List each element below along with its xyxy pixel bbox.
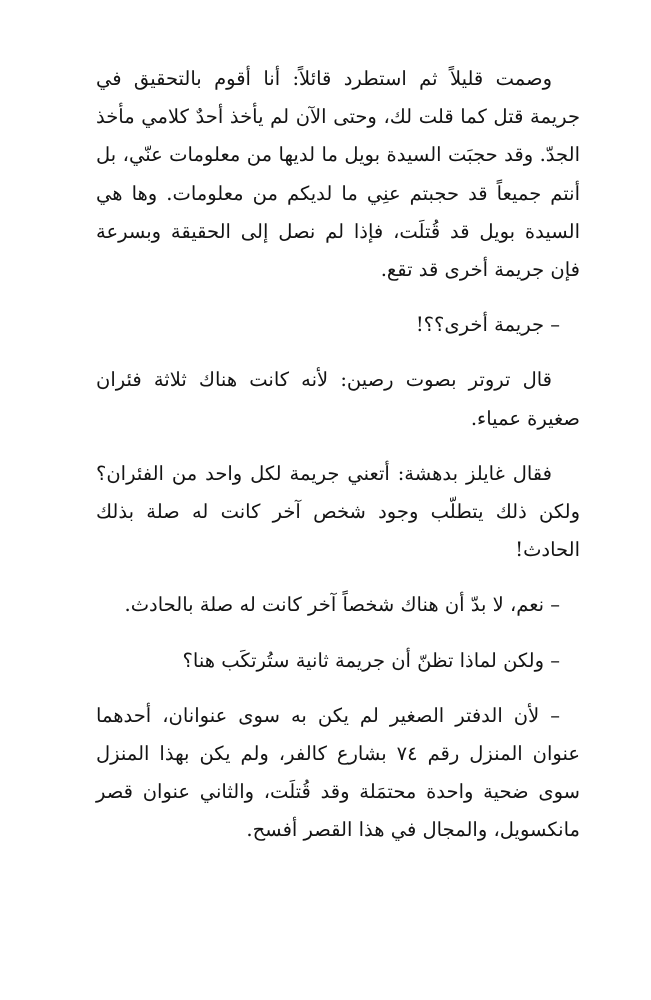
book-page (96, 60, 580, 867)
paragraph-trotter-investigation: وصمت قليلاً ثم استطرد قائلاً: أنا أقوم بالتحقيق في جريمة قتل كما قلت لك، وحتى الآن لم يأخذ أحدٌ كلامي مأخذ الجدّ. وقد حجبَت السيدة بويل ما لديها من معلومات عنّي، بل أنتم جميعاً قد حجبتم عنِي ما لديكم من معلومات. وها هي السيدة بويل قد قُتلَت، فإذا لم نصل إلى الحقيقة وبسرعة فإن جريمة أخرى قد تقع. (96, 67, 580, 282)
paragraph-three-blind-mice: قال تروتر بصوت رصين: لأنه كانت هناك ثلاثة فئران صغيرة عمياء. (96, 368, 580, 430)
paragraph-giles-surprise: فقال غايلز بدهشة: أتعني جريمة لكل واحد من الفئران؟ ولكن ذلك يتطلّب وجود شخص آخر كانت له صلة بذلك الحادث! (96, 461, 580, 562)
dialogue-another-person: – نعم، لا بدّ أن هناك شخصاً آخر كانت له صلة بالحادث. (124, 593, 560, 617)
dialogue-why-here: – ولكن لماذا تظنّ أن جريمة ثانية ستُرتكَب هنا؟ (182, 648, 560, 672)
dialogue-another-crime: – جريمة أخرى؟؟! (415, 313, 560, 337)
dialogue-notebook-addresses: – لأن الدفتر الصغير لم يكن به سوى عنوانان، أحدهما عنوان المنزل رقم ٧٤ بشارع كالفر، ولم يكن بهذا المنزل سوى ضحية واحدة محتمَلة وقد قُتلَت، والثاني عنوان قصر مانكسويل، والمجال في هذا القصر أفسح. (96, 703, 581, 842)
